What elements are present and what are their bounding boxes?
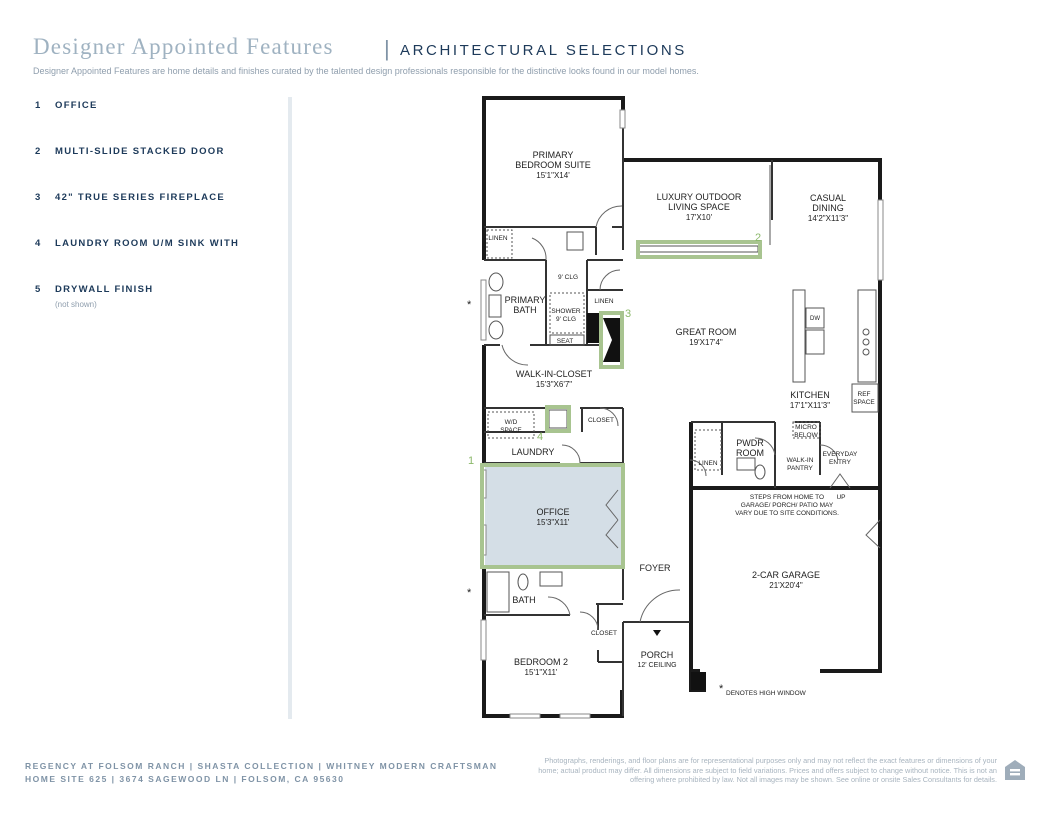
callout-1: 1 xyxy=(468,455,475,467)
entry-label: ENTRY xyxy=(829,459,851,466)
footer-address: HOME SITE 625 | 3674 SAGEWOOD LN | FOLSOM, CA 95630 xyxy=(25,774,345,784)
room-name: WALK-IN-CLOSET xyxy=(515,369,593,379)
room-size: 15'1"X11' xyxy=(524,668,558,677)
room-size: 17'X10' xyxy=(685,213,713,222)
feature-label: OFFICE xyxy=(55,100,98,111)
sink-highlight xyxy=(547,407,569,431)
feature-number: 3 xyxy=(35,192,42,203)
callout-2: 2 xyxy=(755,232,762,244)
room-name: LUXURY OUTDOOR xyxy=(656,192,742,202)
stacked-door-highlight xyxy=(638,242,760,257)
room-size: 14'2"X11'3" xyxy=(807,214,849,223)
asterisk-marker: * xyxy=(467,587,472,599)
asterisk-marker: * xyxy=(467,299,472,311)
micro-label: MICRO xyxy=(795,424,817,431)
ref-label: SPACE xyxy=(853,399,875,406)
shower-ceiling-label: 9' CLG xyxy=(555,316,577,323)
room-size: 15'3"X11' xyxy=(536,518,570,527)
room-name: PRIMARY xyxy=(504,295,546,305)
room-name: PORCH xyxy=(640,650,674,660)
room-size: 21'X20'4" xyxy=(769,581,803,590)
fireplace-wall xyxy=(587,313,601,343)
high-window-legend: DENOTES HIGH WINDOW xyxy=(726,690,806,697)
steps-note: STEPS FROM HOME TO xyxy=(749,494,825,501)
room-name: KITCHEN xyxy=(790,390,830,400)
feature-number: 4 xyxy=(35,238,42,249)
pantry-label: WALK-IN xyxy=(786,457,814,464)
steps-note: GARAGE/ PORCH/ PATIO MAY xyxy=(740,502,834,509)
page-title: Designer Appointed Features xyxy=(33,34,334,59)
room-name: BATH xyxy=(513,305,537,315)
feature-note: (not shown) xyxy=(55,300,97,309)
room-size: 19'X17'4" xyxy=(689,338,723,347)
feature-label: DRYWALL FINISH xyxy=(55,284,154,295)
steps-note: VARY DUE TO SITE CONDITIONS. xyxy=(735,510,839,517)
feature-number: 1 xyxy=(35,100,42,111)
room-size: 12' CEILING xyxy=(637,662,677,669)
feature-label: 42" TRUE SERIES FIREPLACE xyxy=(55,192,226,203)
linen-label: LINEN xyxy=(488,235,508,242)
room-size: 17'1"X11'3" xyxy=(789,401,831,410)
asterisk-marker: * xyxy=(719,683,724,695)
feature-number: 5 xyxy=(35,284,42,295)
ceiling-label: 9' CLG xyxy=(557,274,579,281)
footer-disclaimer: Photographs, renderings, and floor plans are for representational purposes only and may not reflect the exact features or dimensions of your home; actual product may differ. All dimensions are subject to field variations. Prices and offers subject to change without notice. This is not an offering where prohibited by law. Not all images may be shown. See online or onsite Sales Consultants for details. xyxy=(538,756,997,785)
room-name: PRIMARY xyxy=(532,150,574,160)
callout-3: 3 xyxy=(625,308,632,320)
room-name: BEDROOM 2 xyxy=(513,657,569,667)
wd-label: W/D xyxy=(504,419,518,426)
entry-label: EVERYDAY xyxy=(822,451,858,458)
room-name: GREAT ROOM xyxy=(675,327,737,337)
entry-arrow xyxy=(653,630,661,636)
room-name: LIVING SPACE xyxy=(668,202,730,212)
equal-housing-opportunity-icon xyxy=(1003,758,1027,782)
closet-label: CLOSET xyxy=(590,630,618,637)
room-name: BATH xyxy=(512,595,536,605)
dishwasher-label: DW xyxy=(810,316,820,322)
room-size: 15'3"X6'7" xyxy=(535,380,573,389)
shower-label: SHOWER xyxy=(551,308,581,315)
wd-label: SPACE xyxy=(500,427,522,434)
room-size: 15'1"X14' xyxy=(536,171,570,180)
pantry-label: PANTRY xyxy=(787,465,813,472)
linen-label: LINEN xyxy=(594,298,614,305)
garage-column xyxy=(691,672,706,690)
page-description: Designer Appointed Features are home details and finishes curated by the talented design professionals responsible for the distinctive looks found in our model homes. xyxy=(33,66,699,76)
micro-label: BELOW xyxy=(794,432,818,439)
room-name: 2-CAR GARAGE xyxy=(751,570,821,580)
up-label: UP xyxy=(836,494,846,501)
title-separator: | xyxy=(384,36,390,61)
footer-community: REGENCY AT FOLSOM RANCH | SHASTA COLLECTION | WHITNEY MODERN CRAFTSMAN xyxy=(25,761,498,771)
linen-label: LINEN xyxy=(698,460,718,467)
feature-label: LAUNDRY ROOM U/M SINK WITH xyxy=(55,238,240,249)
feature-label: MULTI-SLIDE STACKED DOOR xyxy=(55,146,225,157)
room-name: OFFICE xyxy=(536,507,570,517)
room-name: CASUAL xyxy=(809,193,847,203)
feature-number: 2 xyxy=(35,146,42,157)
callout-4: 4 xyxy=(537,431,544,443)
room-name: LAUNDRY xyxy=(511,447,555,457)
fireplace xyxy=(603,318,620,362)
seat-label: SEAT xyxy=(556,338,574,345)
room-name: ROOM xyxy=(736,448,764,458)
closet-label: CLOSET xyxy=(587,417,615,424)
ref-label: REF xyxy=(857,391,871,398)
room-name: PWDR xyxy=(736,438,764,448)
room-name: BEDROOM SUITE xyxy=(515,160,591,170)
room-name: DINING xyxy=(812,203,844,213)
room-name: FOYER xyxy=(639,563,671,573)
page-subtitle: ARCHITECTURAL SELECTIONS xyxy=(400,42,687,59)
